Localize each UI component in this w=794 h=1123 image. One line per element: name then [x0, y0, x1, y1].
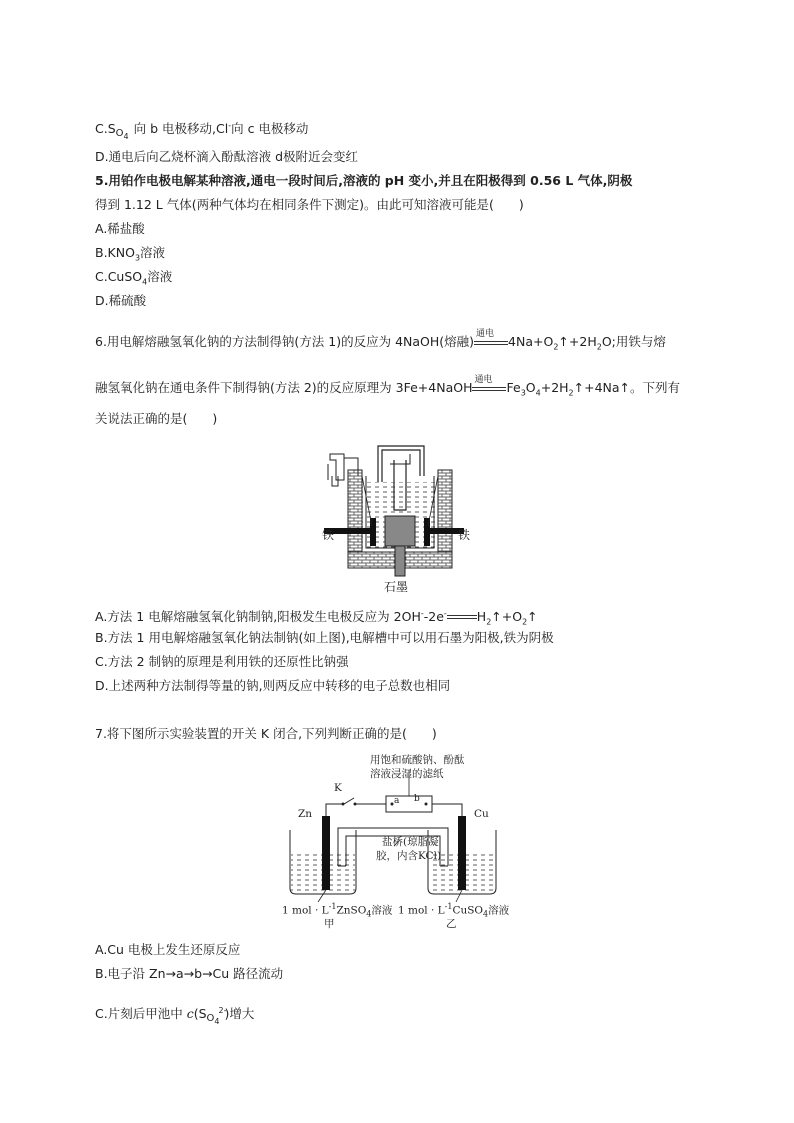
beaker-jia-label: 甲 [324, 918, 335, 930]
q7-option-b: B.电子沿 Zn→a→b→Cu 路径流动 [95, 966, 284, 981]
q7-option-a: A.Cu 电极上发生还原反应 [95, 942, 241, 957]
q4-option-c: C.S $O_4$ 向 b 电极移动,Cl-向 c 电极移动 [95, 121, 309, 141]
point-a-label: a [394, 796, 400, 806]
point-b-label: b [414, 794, 420, 804]
cu-solution-label: 1 mol · $L^{-1}CuSO_4$溶液 [398, 902, 510, 919]
filter-paper-label-2: 溶液浸湿的滤纸 [370, 768, 444, 780]
q6-option-a: A.方法 1 电解熔融氢氧化钠制钠,阳极发生电极反应为 2OH--2e- $H_2↑+O_2↑$ [95, 609, 538, 627]
iron-label-right: 铁 [458, 528, 471, 542]
q5-option-c: C.CuSO$_4$溶液 [95, 269, 173, 287]
q6-option-c: C.方法 2 制钠的原理是利用铁的还原性比钠强 [95, 654, 349, 669]
electrolysis-arrow: 通电 [474, 338, 508, 348]
zn-label: Zn [298, 808, 313, 820]
q5-stem-line2: 得到 1.12 L 气体(两种气体均在相同条件下测定)。由此可知溶液可能是( ) [95, 197, 524, 212]
q6-stem-line1: 6.用电解熔融氢氧化钠的方法制得钠(方法 1)的反应为 4NaOH(熔融) 通电 $4Na+O_2↑+2H_2O$;用铁与熔 [95, 328, 666, 352]
sulfate-ion: $O_4$ [115, 127, 129, 141]
beaker-yi-label: 乙 [446, 918, 457, 930]
q6-option-d: D.上述两种方法制得等量的钠,则两反应中转移的电子总数也相同 [95, 678, 451, 693]
cu-label: Cu [474, 808, 489, 820]
salt-bridge-label-2: 胶，内含KCl) [376, 850, 442, 862]
q7-option-c: C.片刻后甲池中 c(S $O_4$ 2- )增大 [95, 1005, 255, 1026]
iron-label-left: 铁 [322, 528, 335, 542]
electrolysis-arrow: 通电 [472, 384, 506, 394]
electrolytic-cell-figure [318, 440, 478, 596]
q6-stem-line2: 融氢氧化钠在通电条件下制得钠(方法 2)的反应原理为 3Fe+4NaOH 通电 $Fe_3O_4+2H_2↑+4Na↑$。下列有 [95, 374, 681, 398]
q6-option-b: B.方法 1 用电解熔融氢氧化钠法制钠(如上图),电解槽中可以用石墨为阳极,铁为阴极 [95, 630, 554, 645]
q5-option-d: D.稀硫酸 [95, 293, 147, 308]
sulfate-ion: $O_4$ 2- [206, 1005, 227, 1026]
switch-k-label: K [334, 782, 342, 794]
zn-solution-label: 1 mol · $L^{-1}ZnSO_4$溶液 [282, 902, 393, 919]
q4-option-d: D.通电后向乙烧杯滴入酚酞溶液 d极附近会变红 [95, 149, 359, 164]
q5-stem-line1: 5.用铂作电极电解某种溶液,通电一段时间后,溶液的 pH 变小,并且在阳极得到 0.56 L 气体,阴极 [95, 173, 633, 188]
q5-option-b: $B.KNO_3$溶液 [95, 245, 166, 263]
q5-option-a: A.稀盐酸 [95, 221, 145, 236]
q7-stem: 7.将下图所示实验装置的开关 K 闭合,下列判断正确的是( ) [95, 726, 437, 741]
q6-stem-line3: 关说法正确的是( ) [95, 411, 218, 426]
salt-bridge-label-1: 盐桥(琼脂凝 [382, 836, 439, 848]
graphite-label: 石墨 [384, 580, 409, 594]
filter-paper-label-1: 用饱和硫酸钠、酚酞 [370, 754, 465, 766]
equals-sign [447, 614, 477, 622]
